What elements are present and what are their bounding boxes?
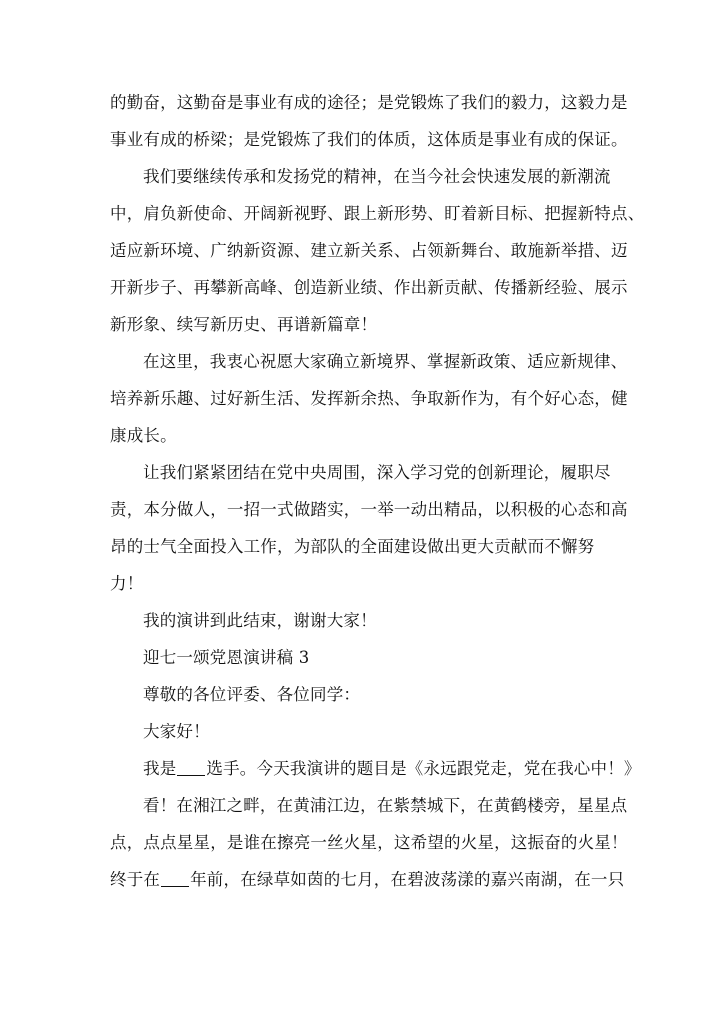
paragraph-line: 在这里，我衷心祝愿大家确立新境界、掌握新政策、适应新规律、	[143, 352, 628, 371]
closing-line: 我的演讲到此结束，谢谢大家！	[143, 611, 377, 630]
introduction-line	[110, 750, 641, 787]
speech-title: 迎七一颂党恩演讲稿 3	[143, 648, 310, 667]
paragraph-line: 培养新乐趣、过好新生活、发挥新余热、争取新作为，有个好心态，健	[110, 389, 628, 408]
blank-underline	[161, 870, 189, 887]
paragraph-line: 责，本分做人，一招一式做踏实，一举一动出精品，以积极的心态和高	[110, 500, 628, 519]
paragraph-line: 适应新环境、广纳新资源、建立新关系、占领新舞台、敢施新举措、迈	[110, 241, 628, 260]
blank-underline	[177, 759, 205, 776]
paragraph-line: 让我们紧紧团结在党中央周围，深入学习党的创新理论，履职尽	[143, 463, 611, 482]
intro-prefix: 我是	[143, 759, 177, 778]
paragraph-line: 事业有成的桥梁；是党锻炼了我们的体质，这体质是事业有成的保证。	[110, 130, 628, 149]
paragraph-line: 新形象、续写新历史、再谱新篇章！	[110, 315, 378, 334]
paragraph-line: 开新步子、再攀新高峰、创造新业绩、作出新贡献、传播新经验、展示	[110, 278, 628, 297]
intro-suffix: 选手。今天我演讲的题目是《永远跟党走，党在我心中！》	[206, 759, 641, 778]
paragraph-line: 的勤奋，这勤奋是事业有成的途径；是党锻炼了我们的毅力，这毅力是	[110, 93, 628, 112]
greeting: 大家好！	[143, 722, 210, 741]
paragraph-line: 力！	[110, 574, 144, 593]
final-prefix: 终于在	[110, 870, 161, 889]
speech-text	[110, 84, 645, 898]
paragraph-line: 昂的士气全面投入工作，为部队的全面建设做出更大贡献而不懈努	[110, 537, 595, 556]
paragraph-line: 看！在湘江之畔，在黄浦江边，在紫禁城下，在黄鹤楼旁，星星点	[143, 796, 628, 815]
paragraph-line: 中，肩负新使命、开阔新视野、跟上新形势、盯着新目标、把握新特点、	[110, 204, 645, 223]
final-suffix: 年前，在绿草如茵的七月，在碧波荡漾的嘉兴南湖，在一只	[190, 870, 625, 889]
paragraph-line: 康成长。	[110, 426, 177, 445]
final-line	[110, 861, 625, 898]
paragraph-line: 点，点点星星，是谁在擦亮一丝火星，这希望的火星，这振奋的火星！	[110, 833, 628, 852]
paragraph-line: 我们要继续传承和发扬党的精神，在当今社会快速发展的新潮流	[143, 167, 611, 186]
salutation: 尊敬的各位评委、各位同学：	[143, 685, 361, 704]
